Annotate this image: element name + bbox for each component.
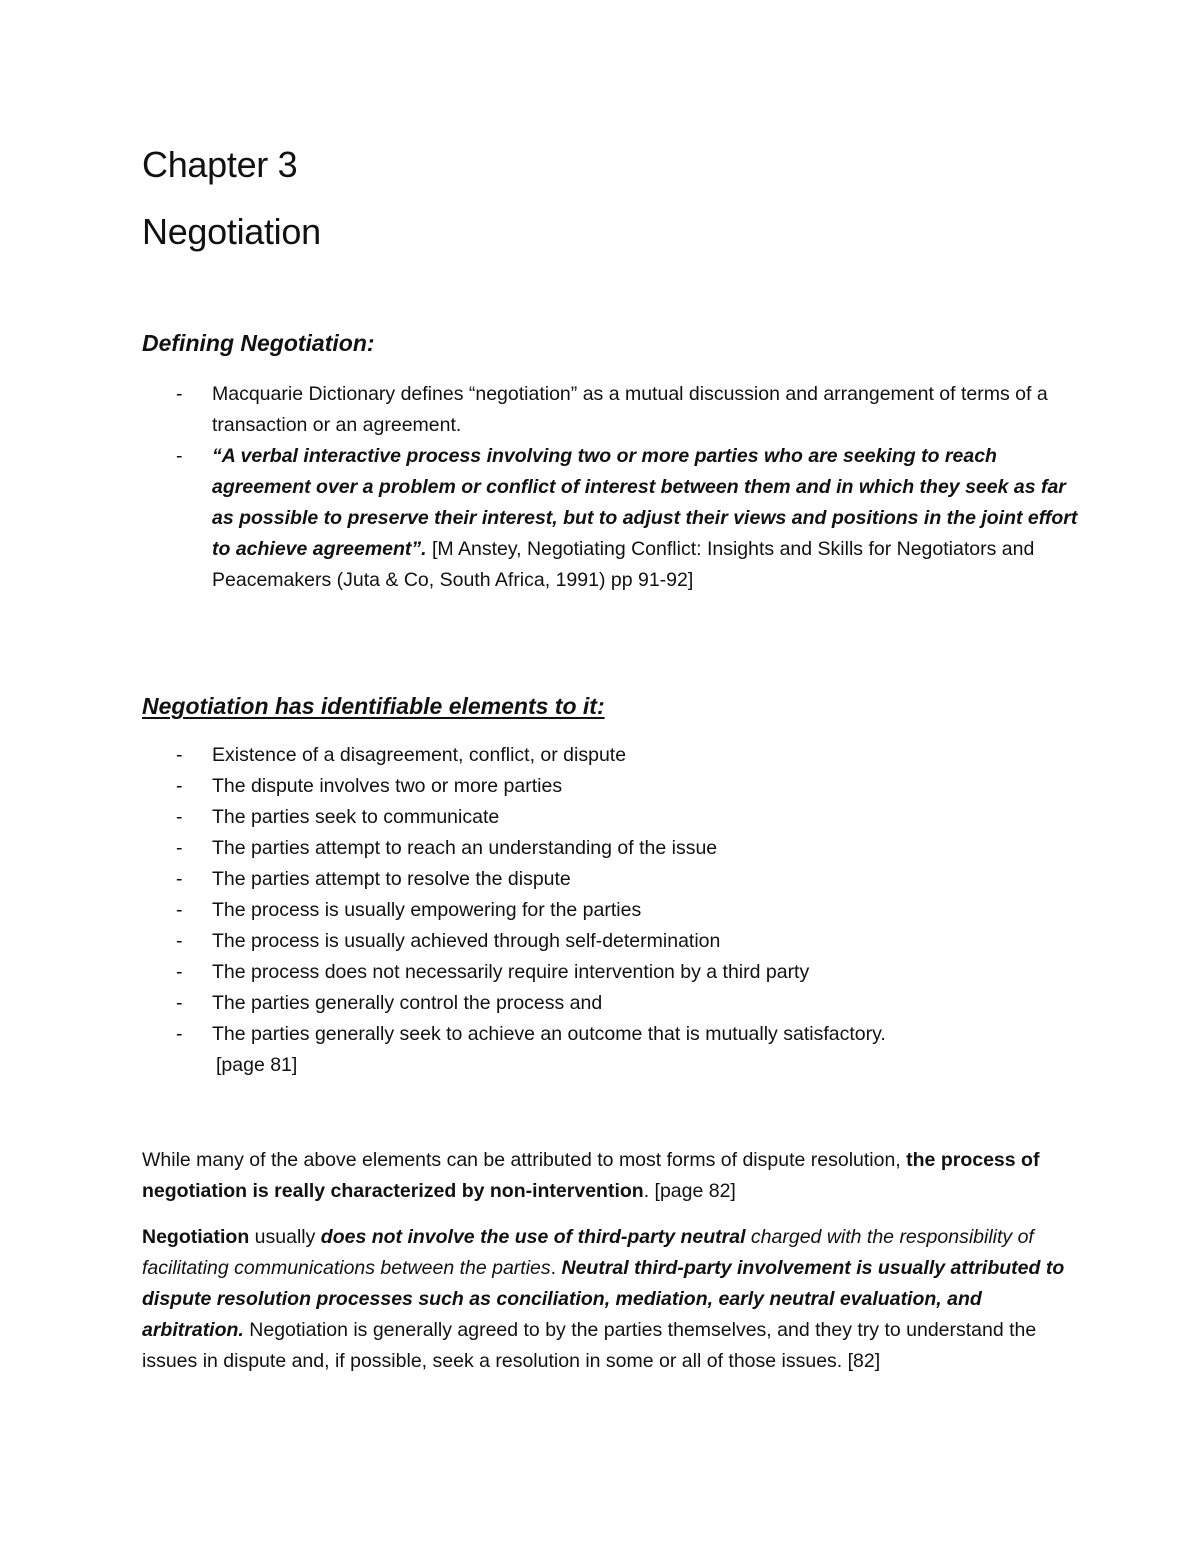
list-item xyxy=(142,771,1082,802)
chapter-label: Chapter 3 xyxy=(142,144,298,185)
bullet-dash: - xyxy=(176,930,183,952)
bullet-dash: - xyxy=(176,992,183,1014)
paragraph-bold: Negotiation xyxy=(142,1226,250,1248)
list-item xyxy=(142,833,1082,864)
element-text: The process is usually empowering for the parties xyxy=(212,899,642,921)
definition-quote: “A verbal interactive process involving two or more parties who are seeking to reach agreement over a problem or conflict of interest between them and in which they seek as far as possible to preserve their interest, but to adjust their views and positions in the joint effort to achieve agreement”. xyxy=(212,445,1078,560)
list-item xyxy=(142,441,1082,596)
bullet-dash: - xyxy=(176,837,183,859)
element-text: The parties seek to communicate xyxy=(212,806,500,828)
paragraph-text: Negotiation is generally agreed to by the parties themselves, and they try to understand the issues in dispute and, if possible, seek a resolution in some or all of those issues. [82] xyxy=(142,1319,1037,1372)
paragraph-non-intervention xyxy=(142,1145,1082,1207)
bullet-dash: - xyxy=(176,1023,183,1045)
list-item xyxy=(142,379,1082,441)
definition-citation: [M Anstey, Negotiating Conflict: Insights and Skills for Negotiators and Peacemakers (Juta & Co, South Africa, 1991) pp 91-92] xyxy=(212,538,1035,591)
paragraph-text: usually xyxy=(249,1226,321,1248)
bullet-dash: - xyxy=(176,744,183,766)
paragraph-italic: charged with the responsibility of facilitating communications between the parties xyxy=(142,1226,1034,1279)
element-text: The parties attempt to reach an understanding of the issue xyxy=(212,837,718,859)
list-item xyxy=(142,895,1082,926)
chapter-title: Negotiation xyxy=(142,211,321,252)
paragraph-text: . [page 82] xyxy=(643,1180,736,1202)
definition-text: Macquarie Dictionary defines “negotiation” as a mutual discussion and arrangement of terms of a transaction or an agreement. xyxy=(212,383,1048,436)
list-item xyxy=(142,926,1082,957)
bullet-dash: - xyxy=(176,961,183,983)
paragraph-third-party xyxy=(142,1222,1082,1377)
bullet-dash: - xyxy=(176,775,183,797)
paragraph-bold: the process of negotiation is really characterized by non-intervention xyxy=(142,1149,1040,1202)
element-text: Existence of a disagreement, conflict, or dispute xyxy=(212,744,627,766)
elements-heading: Negotiation has identifiable elements to it: xyxy=(142,693,605,719)
definitions-list xyxy=(142,379,1082,596)
defining-heading: Defining Negotiation: xyxy=(142,330,375,356)
list-item xyxy=(142,864,1082,895)
elements-list xyxy=(142,740,1082,1081)
element-text: The process does not necessarily require intervention by a third party xyxy=(212,961,810,983)
list-item xyxy=(142,1019,1082,1081)
list-item xyxy=(142,988,1082,1019)
paragraph-bold-italic: Neutral third-party involvement is usually attributed to dispute resolution processes such as conciliation, mediation, early neutral evaluation, and arbitration. xyxy=(142,1257,1065,1341)
element-text: The parties attempt to resolve the dispute xyxy=(212,868,571,890)
paragraph-text: . xyxy=(550,1257,562,1279)
list-item xyxy=(142,802,1082,833)
element-text: The parties generally seek to achieve an outcome that is mutually satisfactory. xyxy=(212,1023,886,1045)
bullet-dash: - xyxy=(176,383,183,405)
bullet-dash: - xyxy=(176,868,183,890)
element-text: The process is usually achieved through self-determination xyxy=(212,930,721,952)
paragraph-bold-italic: does not involve the use of third-party neutral xyxy=(320,1226,746,1248)
list-item xyxy=(142,740,1082,771)
bullet-dash: - xyxy=(176,806,183,828)
element-text: The dispute involves two or more parties xyxy=(212,775,563,797)
paragraph-text: While many of the above elements can be attributed to most forms of dispute resolution, xyxy=(142,1149,907,1171)
element-text: The parties generally control the process and xyxy=(212,992,603,1014)
list-item xyxy=(142,957,1082,988)
bullet-dash: - xyxy=(176,899,183,921)
page-reference: [page 81] xyxy=(216,1054,298,1076)
bullet-dash: - xyxy=(176,445,183,467)
